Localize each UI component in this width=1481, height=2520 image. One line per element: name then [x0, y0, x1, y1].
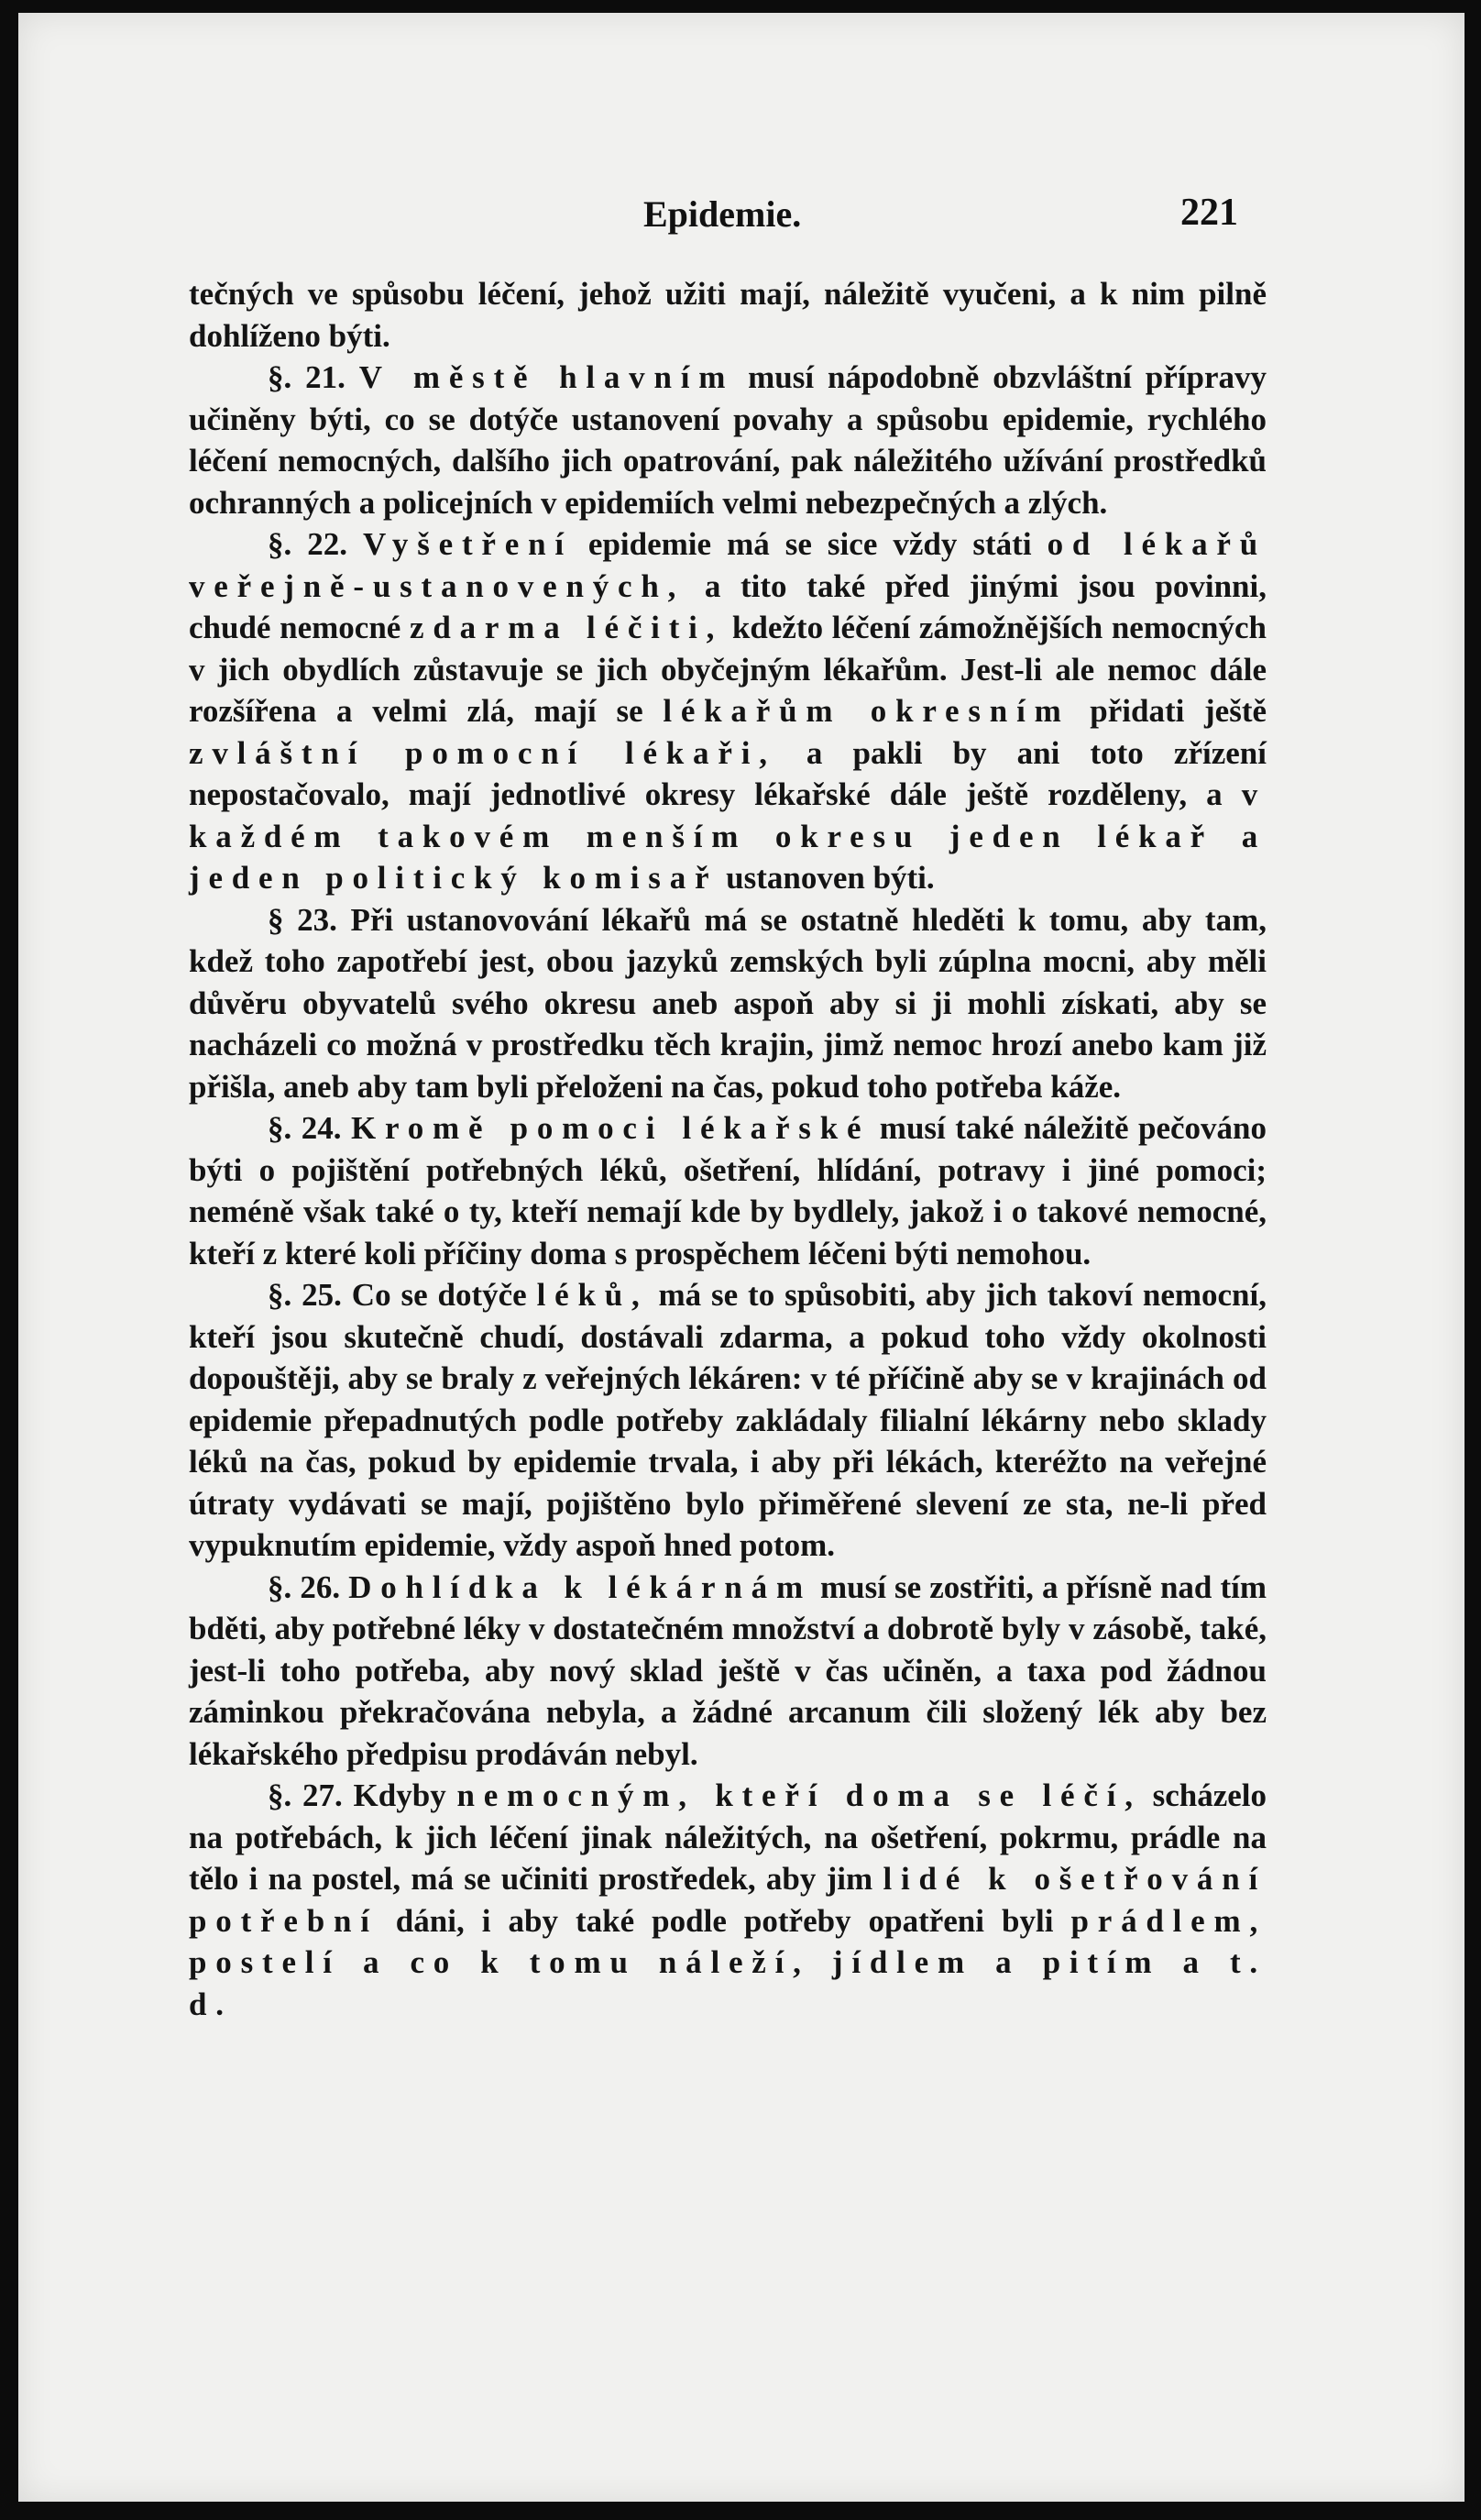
text-run: §. 25. Co se dotýče: [268, 1277, 537, 1313]
text-run: ustanoven býti.: [718, 860, 935, 896]
paragraph-section-22: [189, 523, 1267, 899]
text-run: scházelo na potřebách, k jich léčení jinak náležitých, na ošetření, pokrmu, prádle na tělo i na postel, má se učiniti prostředek, aby jim: [189, 1777, 1267, 1897]
paragraph-section-25: [189, 1274, 1267, 1567]
text-run: má se to spůsobiti, aby jich takoví nemocní, kteří jsou skutečně chudí, dostávali zdarma, a pokud toho vždy okolnosti dopouštěji, aby se braly z veřejných lékáren: v té příčině aby se v krajinách od epidemie přepadnutých podle potřeby zakládaly filialní lékárny nebo sklady léků na čas, pokud by epidemie trvala, i aby při lékách, kteréžto na veřejné útraty vydávati se mají, pojištěno bylo přiměřené slevení ze sta, ne-li před vypuknutím epidemie, vždy aspoň hned potom.: [189, 1277, 1267, 1563]
text-run: a tito také před jinými jsou povinni, chudé nemocné: [189, 567, 1267, 645]
text-run: musí nápodobně obzvláštní přípravy učiněny býti, co se dotýče ustanovení povahy a spůsobu epidemie, rychlého léčení nemocných, dalšího jich opatrování, pak náležitého užívání prostředků ochranných a policejních v epidemiích velmi nebezpečných a zlých.: [189, 359, 1267, 521]
text-run: § 23. Při ustanovování lékařů má se ostatně hleděti k tomu, aby tam, kdež toho zapotřebí jest, obou jazyků zemských byli zúplna mocni, aby měli důvěru obyvatelů svého okresu aneb aspoň aby si ji mohli získati, aby se nacházeli co možná v prostředku těch krajin, jimž nemoc hrozí anebo kam již přišla, aneb aby tam byli přeloženi na čas, pokud toho potřeba káže.: [189, 901, 1267, 1105]
text-run: §. 24.: [268, 1110, 351, 1146]
spaced-emphasis-text: Vyšetření: [363, 526, 573, 562]
spaced-emphasis-text: v každém takovém menším okresu jeden lékař a jeden politický komisař: [189, 776, 1267, 896]
spaced-emphasis-text: V městě hlavním: [358, 359, 735, 395]
text-run: §. 27. Kdyby: [268, 1777, 457, 1813]
text-run: a pakli by ani toto zřízení nepostačovalo, mají jednotlivé okresy lékařské dále ještě rozděleny, a: [189, 734, 1267, 812]
spaced-emphasis-text: lékařům okresním: [663, 693, 1070, 729]
body-text: [189, 273, 1267, 2025]
paragraph-section-27: [189, 1775, 1267, 2025]
spaced-emphasis-text: zdarma léčiti,: [410, 610, 724, 645]
text-run: epidemie má se sice vždy státi: [572, 526, 1048, 562]
spaced-emphasis-text: Dohlídka k lékárnám: [348, 1568, 812, 1605]
paragraph-section-26: [189, 1567, 1267, 1776]
spaced-emphasis-text: Kromě pomoci lékařské: [350, 1110, 871, 1146]
paragraph-section-23: [189, 899, 1267, 1108]
text-run: §. 26.: [268, 1568, 349, 1605]
text-run: §. 22.: [268, 526, 364, 562]
text-run: musí se zostřiti, a přísně nad tím bděti, aby potřebné léky v dostatečném množství a dobrotě byly v zásobě, také, jest-li toho potřeba, aby nový sklad ještě v čas učiněn, a taxa pod žádnou záminkou překračována nebyla, a žádné arcanum čili složený lék aby bez lékařského předpisu prodáván nebyl.: [189, 1568, 1267, 1772]
page-header: [18, 193, 1465, 238]
paragraph-section-21: [189, 357, 1267, 523]
text-run: přidati ještě: [1070, 693, 1267, 729]
paragraph-continuation: [189, 273, 1267, 357]
spaced-emphasis-text: léků,: [536, 1277, 649, 1313]
paragraph-section-24: [189, 1107, 1267, 1274]
spaced-emphasis-text: od lékařů veřejně-ustanovených,: [189, 526, 1267, 604]
text-run: musí také náležitě pečováno býti o pojištění potřebných léků, ošetření, hlídání, potravy i jiné pomoci; neméně však také o ty, kteří nemají kde by bydlely, jakož i o takové nemocné, kteří z které koli příčiny doma s prospěchem léčeni býti nemohou.: [189, 1110, 1267, 1271]
spaced-emphasis-text: nemocným, kteří doma se léčí,: [456, 1777, 1142, 1813]
text-run: dáni, i aby také podle potřeby opatřeni byli: [378, 1902, 1071, 1939]
spaced-emphasis-text: zvláštní pomocní lékaři,: [189, 734, 776, 771]
text-run: tečných ve spůsobu léčení, jehož užiti mají, náležitě vyučeni, a k nim pilně dohlíženo býti.: [189, 276, 1267, 354]
spaced-emphasis-text: prádlem, postelí a co k tomu náleží, jídlem a pitím a t. d.: [189, 1902, 1267, 2022]
text-run: §. 21.: [268, 359, 359, 395]
book-page: [18, 13, 1465, 2502]
page-number: 221: [1180, 192, 1238, 234]
spaced-emphasis-text: lidé k ošetřování potřební: [189, 1861, 1267, 1939]
running-title: Epidemie.: [643, 193, 802, 235]
text-run: kdežto léčení zámožnějších nemocných v jich obydlích zůstavuje se jich obyčejným lékařům. Jest-li ale nemoc dále rozšířena a velmi zlá, mají se: [189, 610, 1267, 729]
